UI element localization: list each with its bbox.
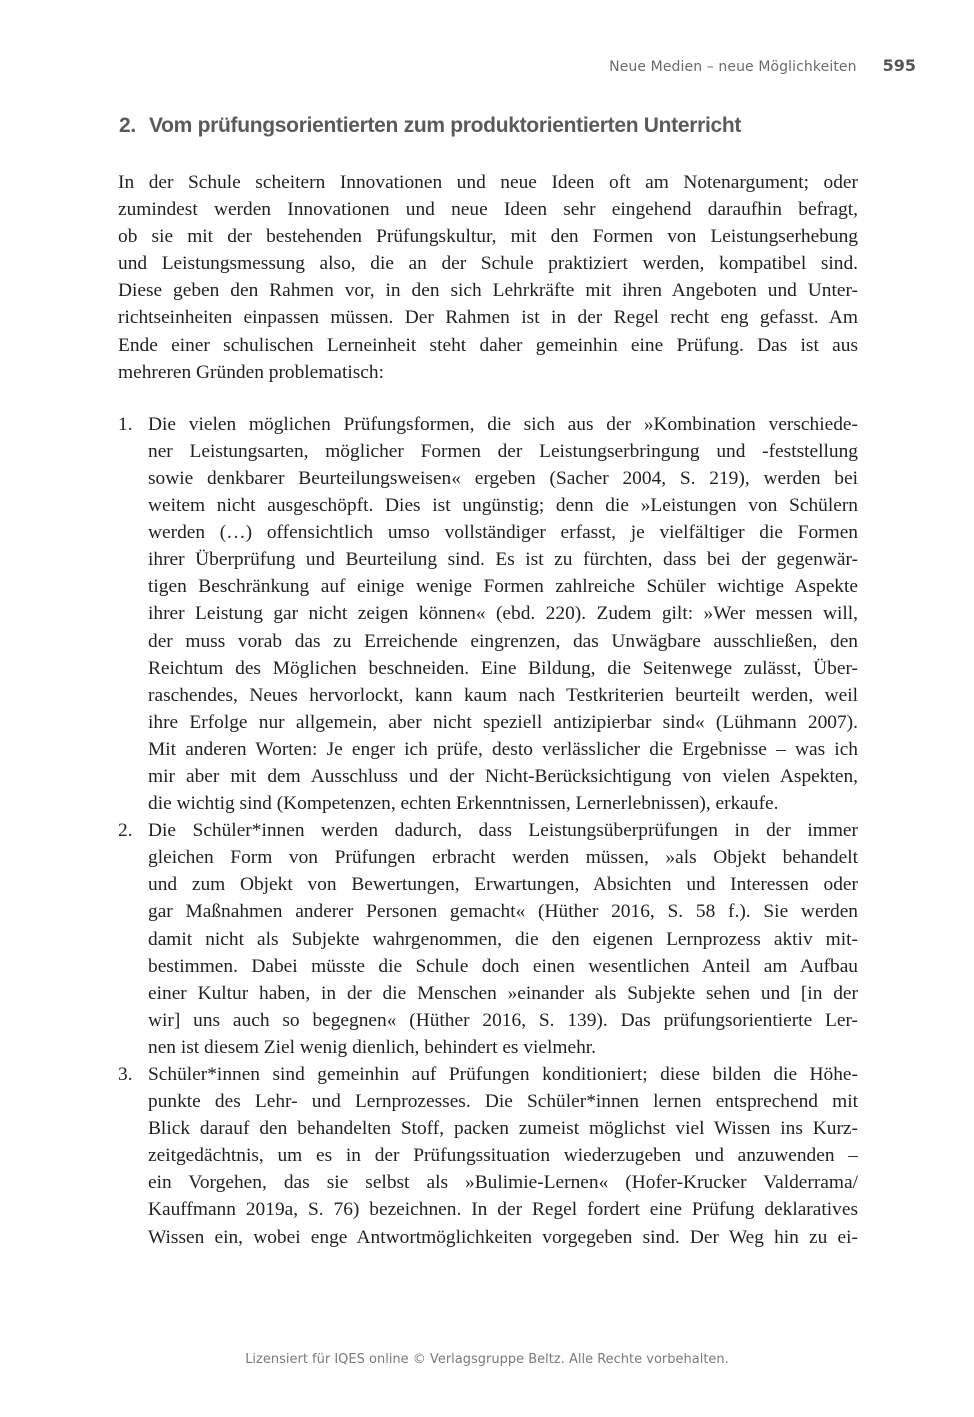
text-line: ihrer Leistung gar nicht zeigen können« (ebd. 220). Zudem gilt: »Wer messen will, xyxy=(148,603,858,625)
text-line: richtseinheiten einpassen müssen. Der Rahmen ist in der Regel recht eng gefasst. Am xyxy=(118,307,858,329)
page-number: 595 xyxy=(882,56,916,75)
text-line: die wichtig sind (Kompetenzen, echten Erkenntnissen, Lernerlebnissen), erkaufe. xyxy=(148,793,779,815)
text-line: tigen Beschränkung auf einige wenige Formen zahlreiche Schüler wichtige Aspekte xyxy=(148,576,858,598)
text-line: sowie denkbarer Beurteilungsweisen« ergeben (Sacher 2004, S. 219), werden bei xyxy=(148,467,858,489)
text-line: Diese geben den Rahmen vor, in den sich Lehrkräfte mit ihren Angeboten und Unter- xyxy=(118,280,858,302)
intro-paragraph xyxy=(118,169,858,386)
text-line: Die Schüler*innen werden dadurch, dass Leistungsüberprüfungen in der immer xyxy=(148,820,858,842)
section-heading xyxy=(119,114,741,138)
section-number: 2. xyxy=(119,114,136,137)
text-line: gleichen Form von Prüfungen erbracht werden müssen, »als Objekt behandelt xyxy=(148,847,858,869)
text-line: einer Kultur haben, in der die Menschen »einander als Subjekte sehen und [in der xyxy=(148,982,858,1004)
text-line: der muss vorab das zu Erreichende eingrenzen, das Unwägbare ausschließen, den xyxy=(148,630,858,652)
text-line: ob sie mit der bestehenden Prüfungskultur, mit den Formen von Leistungserhebung xyxy=(118,226,858,248)
running-title: Neue Medien – neue Möglichkeiten xyxy=(609,59,857,75)
running-header xyxy=(609,56,916,75)
text-line: ihre Erfolge nur allgemein, aber nicht speziell antizipierbar sind« (Lühmann 2007). xyxy=(148,711,858,733)
list-number: 2. xyxy=(118,820,133,842)
list-item-3 xyxy=(118,1061,858,1251)
list-number: 3. xyxy=(118,1064,133,1085)
text-line: und Leistungsmessung also, die an der Schule praktiziert werden, kompatibel sind. xyxy=(118,253,858,275)
text-line: raschendes, Neues hervorlockt, kann kaum nach Testkriterien beurteilt werden, weil xyxy=(148,684,858,706)
section-title: Vom prüfungsorientierten zum produktorientierten Unterricht xyxy=(149,114,742,137)
body-text xyxy=(118,169,858,1251)
numbered-list xyxy=(118,411,858,1251)
text-line: werden (…) offensichtlich umso vollständiger erfasst, je vielfältiger die Formen xyxy=(148,522,858,544)
text-line: wir] uns auch so begegnen« (Hüther 2016, S. 139). Das prüfungsorientierte Ler- xyxy=(148,1009,858,1031)
text-line: Mit anderen Worten: Je enger ich prüfe, desto verlässlicher die Ergebnisse – was ich xyxy=(148,738,858,760)
text-line: zumindest werden Innovationen und neue Ideen sehr eingehend daraufhin befragt, xyxy=(118,199,858,221)
text-line: Blick darauf den behandelten Stoff, packen zumeist möglichst viel Wissen ins Kurz- xyxy=(148,1118,858,1140)
text-line: ihrer Überprüfung und Beurteilung sind. Es ist zu fürchten, dass bei der gegenwär- xyxy=(148,549,858,571)
text-line: Wissen ein, wobei enge Antwortmöglichkeiten vorgegeben sind. Der Weg hin zu ei- xyxy=(148,1226,858,1248)
text-line: und zum Objekt von Bewertungen, Erwartungen, Absichten und Interessen oder xyxy=(148,874,858,896)
text-line: mir aber mit dem Ausschluss und der Nicht-Berücksichtigung von vielen Aspekten, xyxy=(148,765,858,787)
text-line: weitem nicht ausgeschöpft. Dies ist ungünstig; denn die »Leistungen von Schülern xyxy=(148,495,858,517)
text-line: ner Leistungsarten, möglicher Formen der Leistungserbringung und -feststellung xyxy=(148,440,858,462)
text-line: damit nicht als Subjekte wahrgenommen, die den eigenen Lernprozess aktiv mit- xyxy=(148,928,858,950)
list-number: 1. xyxy=(118,413,133,435)
text-line: zeitgedächtnis, um es in der Prüfungssituation wiederzugeben und anzuwenden – xyxy=(148,1145,858,1167)
license-footer: Lizensiert für IQES online © Verlagsgruppe Beltz. Alle Rechte vorbehalten. xyxy=(245,1352,729,1367)
text-line: Schüler*innen sind gemeinhin auf Prüfungen konditioniert; diese bilden die Höhe- xyxy=(148,1064,858,1085)
list-item-1 xyxy=(118,411,858,817)
text-line: In der Schule scheitern Innovationen und neue Ideen oft am Notenargument; oder xyxy=(118,172,858,193)
text-line: ein Vorgehen, das sie selbst als »Bulimie-Lernen« (Hofer-Krucker Valderrama/ xyxy=(148,1172,858,1194)
text-line: Ende einer schulischen Lerneinheit steht daher gemeinhin eine Prüfung. Das ist aus xyxy=(118,334,858,356)
list-item-2 xyxy=(118,817,858,1061)
text-line: Die vielen möglichen Prüfungsformen, die sich aus der »Kombination verschiede- xyxy=(148,413,858,435)
text-line: nen ist diesem Ziel wenig dienlich, behindert es vielmehr. xyxy=(148,1036,597,1058)
text-line: Kauffmann 2019a, S. 76) bezeichnen. In der Regel fordert eine Prüfung deklaratives xyxy=(148,1199,858,1221)
text-line: gar Maßnahmen anderer Personen gemacht« (Hüther 2016, S. 58 f.). Sie werden xyxy=(148,901,858,923)
text-line: punkte des Lehr- und Lernprozesses. Die Schüler*innen lernen entsprechend mit xyxy=(148,1091,858,1113)
text-line: Reichtum des Möglichen beschneiden. Eine Bildung, die Seitenwege zulässt, Über- xyxy=(148,657,858,679)
text-line: mehreren Gründen problematisch: xyxy=(118,361,384,383)
text-line: bestimmen. Dabei müsste die Schule doch einen wesentlichen Anteil am Aufbau xyxy=(148,955,858,977)
